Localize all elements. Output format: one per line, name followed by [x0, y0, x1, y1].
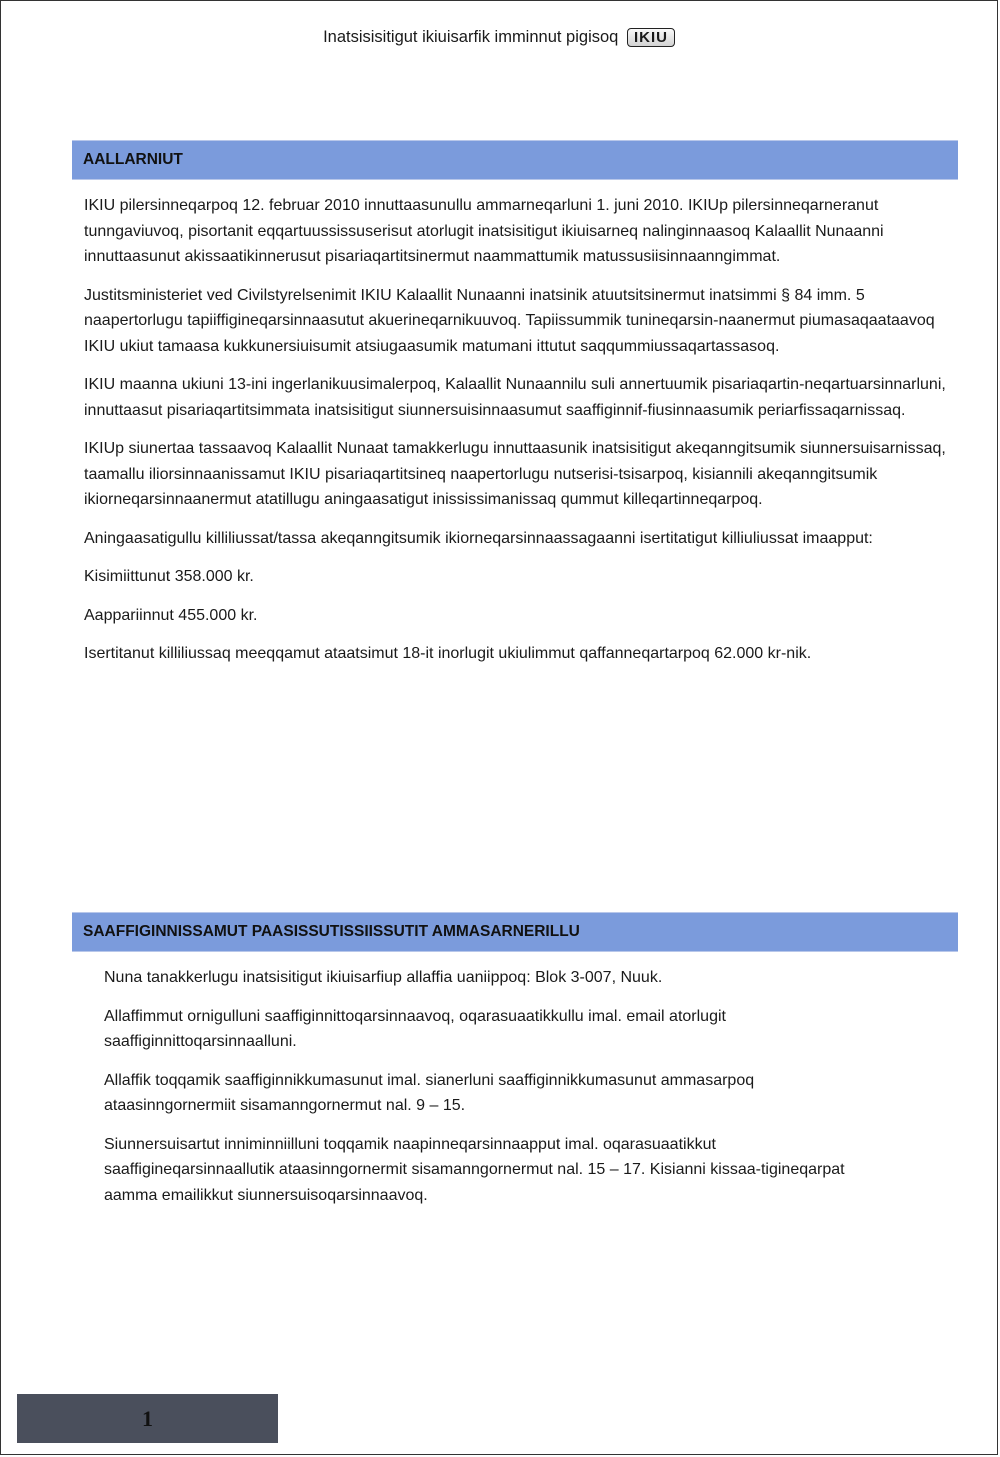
- paragraph: Aappariinnut 455.000 kr.: [84, 606, 258, 624]
- paragraph: IKIUp siunertaa tassaavoq Kalaallit Nunaat tamakkerlugu innuttaasunik inatsisitigut akeqanngitsumik siunnersuisarnissaq, taamallu iliorsinnaanissamut IKIU pisariaqartitsineq naapertorlugu nutserisi-tsisarpoq, kisiannili akeqanngitsumik ikiorneqarsinnaanermut atatillugu aningaasatigut inississimanissaq qummut killeqartinneqarpoq.: [84, 440, 946, 508]
- paragraph: Isertitanut killiliussaq meeqqamut ataatsimut 18-it inorlugit ukiulimmut qaffanneqartarpoq 62.000 kr-nik.: [84, 645, 812, 662]
- section-heading-aallarniut: AALLARNIUT: [72, 140, 958, 180]
- section-body-aallarniut: [84, 193, 946, 680]
- paragraph: Siunnersuisartut inniminniilluni toqqamik naapinneqarsinnaapput imal. oqarasuaatikkut saaffigineqarsinnaallutik ataasinngornermit sisamanngornermut nal. 15 – 17. Kisianni kissaa-tigineqarpat aamma emailikkut siunnersuisoqarsinnaavoq.: [104, 1135, 845, 1204]
- section-heading-contact: SAAFFIGINNISSAMUT PAASISSUTISSIISSUTIT AMMASARNERILLU: [72, 912, 958, 952]
- page-header: [1, 28, 997, 47]
- section-body-contact: [104, 965, 884, 1221]
- paragraph: Nuna tanakkerlugu inatsisitigut ikiuisarfiup allaffia uaniippoq: Blok 3-007, Nuuk.: [104, 969, 663, 986]
- paragraph: Kisimiittunut 358.000 kr.: [84, 568, 254, 585]
- paragraph: IKIU pilersinneqarpoq 12. februar 2010 innuttaasunullu ammarneqarluni 1. juni 2010. IKIUp pilersinneqarneranut tunngaviuvoq, pisortanit eqqartuussissuserisut atorlugit inatsisitigut ikiuisarneq nalinginnaasoq Kalaallit Nunaanni innuttaasunut akissaatikinnerusut pisariaqartitsinermut naammattumik matussusiisinnaanngimmat.: [84, 197, 884, 265]
- paragraph: Justitsministeriet ved Civilstyrelsenimit IKIU Kalaallit Nunaanni inatsinik atuutsitsinermut inatsimmi § 84 imm. 5 naapertorlugu tapiiffigineqarsinnaasutut akuerineqarnikuuvoq. Tapiissummik tunineqarsin-naanermut piumasaqaataavoq IKIU ukiut tamaasa kukkunersiuisumit atsiugaasumik matumani ittutut saqqummiussaqartassasoq.: [84, 286, 935, 355]
- paragraph: Allaffimmut ornigulluni saaffiginnittoqarsinnaavoq, oqarasuaatikkullu imal. email atorlugit saaffiginnittoqarsinnaalluni.: [104, 1007, 726, 1050]
- paragraph: IKIU maanna ukiuni 13-ini ingerlanikuusimalerpoq, Kalaallit Nunaannilu suli annertuumik pisariaqartin-neqartuarsinnarluni, innuttaasut pisariaqartitsimmata inatsisitigut siunnersuisinnaasumut saaffiginnif-fiusinnaasumik periarfissaqarnissaq.: [84, 376, 946, 419]
- paragraph: Allaffik toqqamik saaffiginnikkumasunut imal. sianerluni saaffiginnikkumasunut ammasarpoq ataasinngornermiit sisamanngornermut nal. 9 – 15.: [104, 1071, 755, 1114]
- paragraph: Aningaasatigullu killiliussat/tassa akeqanngitsumik ikiorneqarsinnaassagaanni isertitatigut killiuliussat imaapput:: [84, 529, 873, 547]
- header-title: Inatsisisitigut ikiuisarfik imminnut pigisoq: [323, 28, 619, 46]
- page-number: 1: [17, 1394, 278, 1443]
- ikiu-logo: IKIU: [627, 28, 675, 47]
